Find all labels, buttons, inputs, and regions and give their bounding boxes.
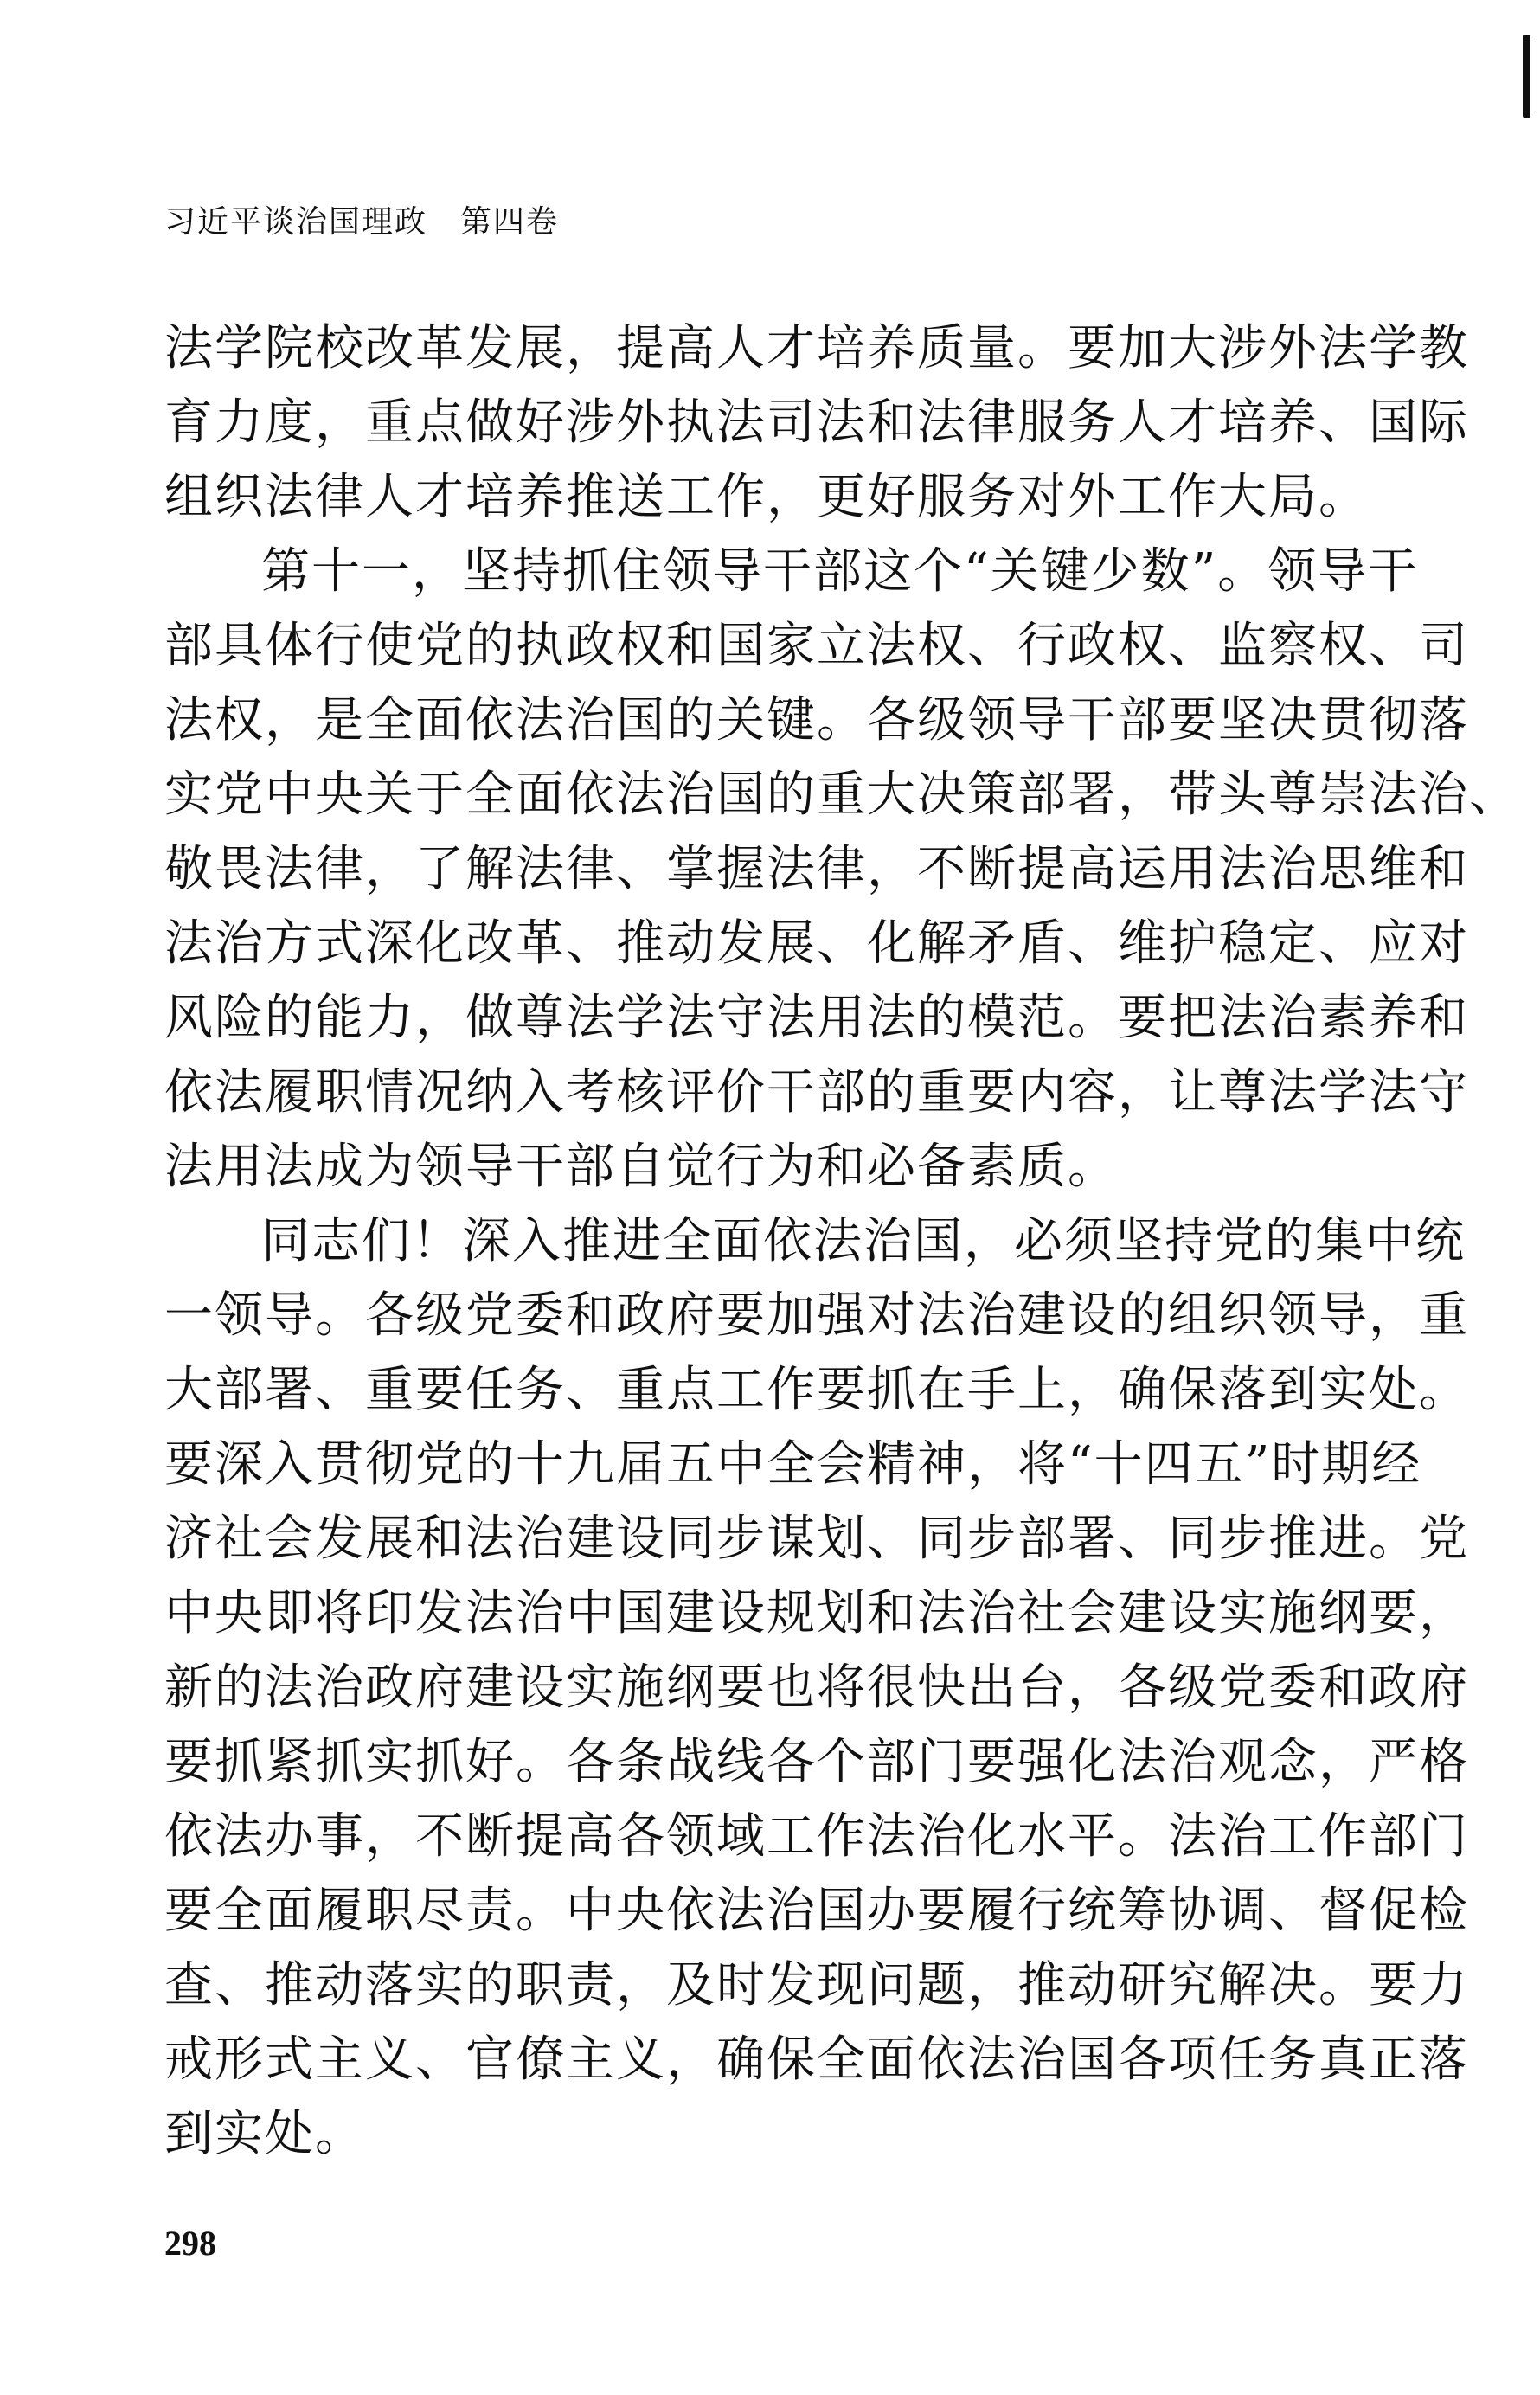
text-line: 风险的能力，做尊法学法守法用法的模范。要把法治素养和 xyxy=(164,990,1469,1046)
text-line: 中央即将印发法治中国建设规划和法治社会建设实施纲要， xyxy=(164,1585,1469,1641)
text-line: 组织法律人才培养推送工作，更好服务对外工作大局。 xyxy=(164,469,1369,525)
text-line: 要全面履职尽责。中央依法治国办要履行统筹协调、督促检 xyxy=(164,1883,1469,1939)
text-line: 查、推动落实的职责，及时发现问题，推动研究解决。要力 xyxy=(164,1957,1469,2013)
text-line: 戒形式主义、官僚主义，确保全面依法治国各项任务真正落 xyxy=(164,2032,1469,2088)
text-line: 依法履职情况纳入考核评价干部的重要内容，让尊法学法守 xyxy=(164,1064,1469,1120)
text-line: 部具体行使党的执政权和国家立法权、行政权、监察权、司 xyxy=(164,618,1469,674)
text-line: 要抓紧抓实抓好。各条战线各个部门要强化法治观念，严格 xyxy=(164,1734,1469,1790)
running-header: 习近平谈治国理政 第四卷 xyxy=(164,204,560,240)
body-text xyxy=(164,311,1519,2172)
text-line: 法权，是全面依法治国的关键。各级领导干部要坚决贯彻落 xyxy=(164,692,1469,748)
text-line: 济社会发展和法治建设同步谋划、同步部署、同步推进。党 xyxy=(164,1511,1469,1567)
text-line: 法学院校改革发展，提高人才培养质量。要加大涉外法学教 xyxy=(164,320,1469,376)
text-line: 新的法治政府建设实施纲要也将很快出台，各级党委和政府 xyxy=(164,1660,1469,1716)
scan-edge-mark xyxy=(1523,35,1530,118)
text-line: 要深入贯彻党的十九届五中全会精神，将“十四五”时期经 xyxy=(164,1436,1422,1493)
text-line: 大部署、重要任务、重点工作要抓在手上，确保落到实处。 xyxy=(164,1362,1469,1418)
page-number: 298 xyxy=(164,2224,216,2263)
text-line: 实党中央关于全面依法治国的重大决策部署，带头尊崇法治、 xyxy=(164,767,1519,823)
text-line: 到实处。 xyxy=(164,2106,365,2162)
text-line: 育力度，重点做好涉外执法司法和法律服务人才培养、国际 xyxy=(164,395,1469,451)
text-line: 一领导。各级党委和政府要加强对法治建设的组织领导，重 xyxy=(164,1287,1469,1344)
paragraph-start-line: 第十一，坚持抓住领导干部这个“关键少数”。领导干 xyxy=(261,543,1419,600)
text-line: 法治方式深化改革、推动发展、化解矛盾、维护稳定、应对 xyxy=(164,915,1469,972)
text-line: 依法办事，不断提高各领域工作法治化水平。法治工作部门 xyxy=(164,1808,1469,1865)
paragraph-start-line: 同志们！深入推进全面依法治国，必须坚持党的集中统 xyxy=(261,1213,1466,1269)
text-line: 敬畏法律，了解法律、掌握法律，不断提高运用法治思维和 xyxy=(164,841,1469,897)
text-line: 法用法成为领导干部自觉行为和必备素质。 xyxy=(164,1139,1118,1195)
